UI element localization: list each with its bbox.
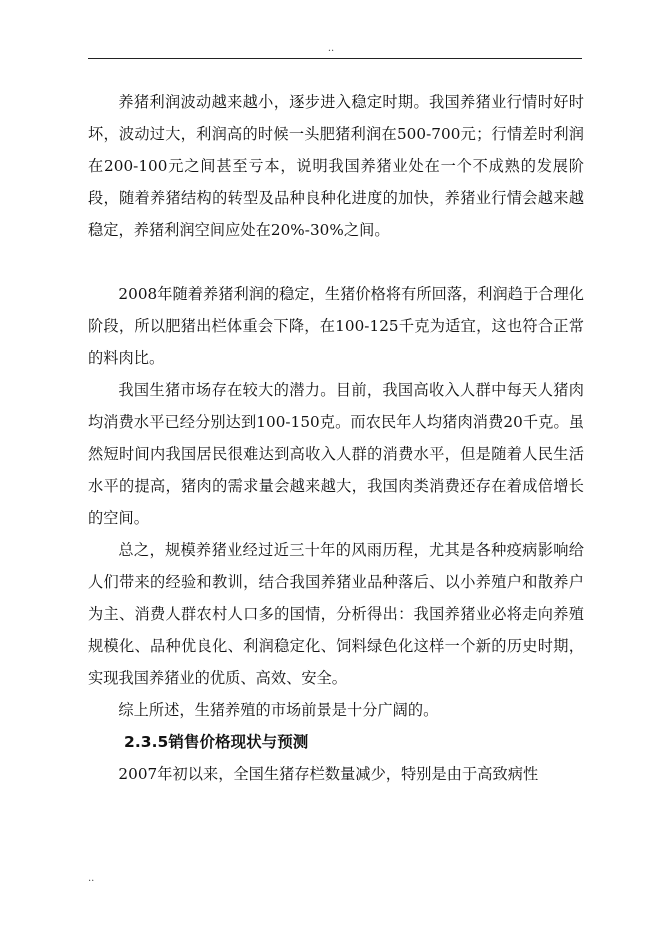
- section-heading: 2.3.5销售价格现状与预测: [124, 733, 309, 751]
- document-body: [88, 86, 584, 790]
- paragraph-market-prospect: 综上所述，生猪养殖的市场前景是十分广阔的。: [118, 701, 439, 719]
- paragraph-2008-price-outlook: 2008年随着养猪利润的稳定，生猪价格将有所回落，利润趋于合理化阶段，所以肥猪出栏体重会下降，在100-125千克为适宜，这也符合正常的料肉比。: [88, 285, 584, 367]
- page-footer-mark: ..: [88, 873, 95, 884]
- paragraph-conclusion-summary: 总之，规模养猪业经过近三十年的风雨历程，尤其是各种疫病影响给人们带来的经验和教训，结合我国养猪业品种落后、以小养殖户和散养户为主、消费人群农村人口多的国情，分析得出：我国养猪业必将走向养殖规模化、品种优良化、利润稳定化、饲料绿色化这样一个新的历史时期，实现我国养猪业的优质、高效、安全。: [88, 541, 584, 687]
- paragraph-section-intro: 2007年初以来，全国生猪存栏数量减少，特别是由于高致病性: [118, 765, 539, 783]
- paragraph-market-potential: 我国生猪市场存在较大的潜力。目前，我国高收入人群中每天人猪肉均消费水平已经分别达到100-150克。而农民年人均猪肉消费20千克。虽然短时间内我国居民很难达到高收入人群的消费水平，但是随着人民生活水平的提高，猪肉的需求量会越来越大，我国肉类消费还存在着成倍增长的空间。: [88, 381, 584, 527]
- paragraph-spacer: [88, 246, 584, 278]
- header-divider: [88, 58, 582, 59]
- page-header-mark: ..: [327, 43, 335, 54]
- paragraph-profit-stability: 养猪利润波动越来越小，逐步进入稳定时期。我国养猪业行情时好时坏，波动过大，利润高的时候一头肥猪利润在500-700元；行情差时利润在200-100元之间甚至亏本，说明我国养猪业处在一个不成熟的发展阶段，随着养猪结构的转型及品种良种化进度的加快，养猪业行情会越来越稳定，养猪利润空间应处在20%-30%之间。: [88, 93, 584, 239]
